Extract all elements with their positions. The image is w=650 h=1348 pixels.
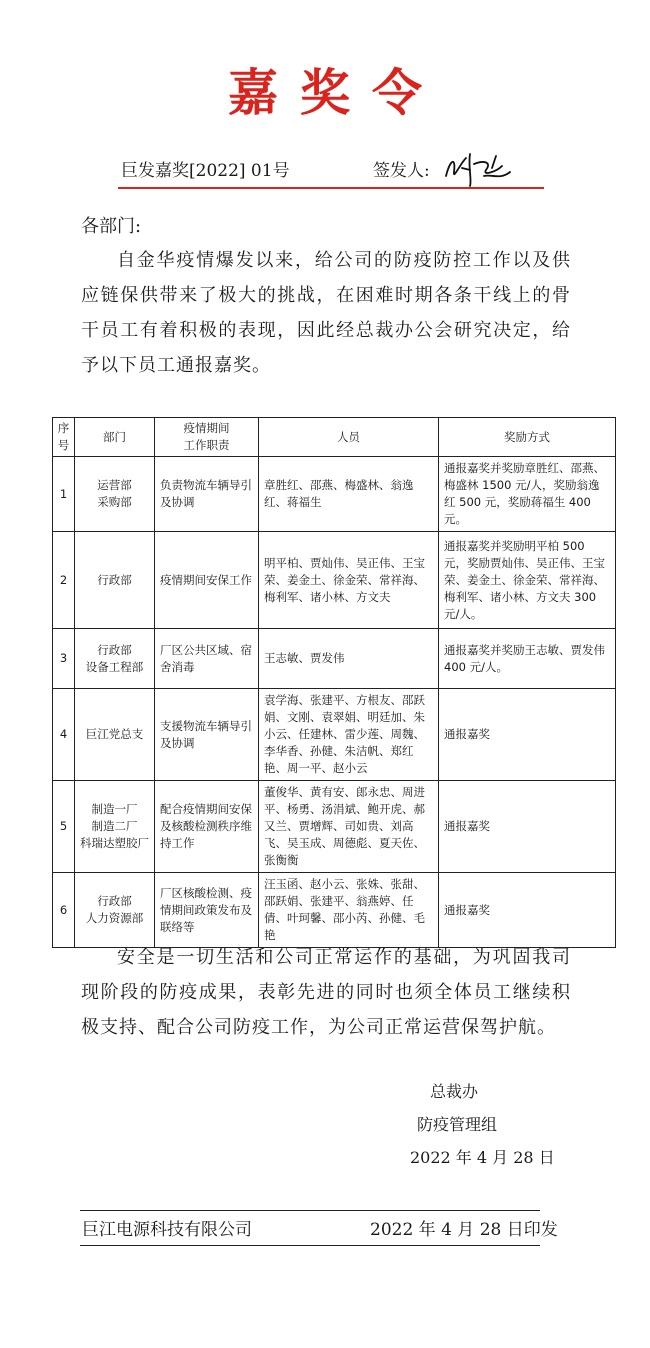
table-row [53, 457, 616, 532]
dept-line: 运营部 [97, 478, 132, 492]
row-people: 董俊华、黄有安、郎永忠、周进平、杨勇、汤涓斌、鲍开虎、郝又兰、贾增辉、司如贵、刘高飞、吴玉成、周德彪、夏天佐、张衡衡 [259, 781, 439, 873]
row-people: 章胜红、邵燕、梅盛林、翁逸红、蒋福生 [259, 457, 439, 532]
footer-rule-bottom [80, 1245, 540, 1246]
table-row [53, 689, 616, 781]
award-table [52, 417, 616, 948]
row-reward: 通报嘉奖并奖励王志敏、贾发伟 400 元/人。 [439, 629, 616, 689]
row-reward: 通报嘉奖 [439, 689, 616, 781]
dept-line: 设备工程部 [85, 659, 144, 674]
row-people: 王志敏、贾发伟 [259, 629, 439, 689]
header-duty [155, 418, 259, 457]
header-people: 人员 [259, 418, 439, 457]
row-seq: 3 [53, 629, 75, 689]
header-duty-line1: 疫情期间 [183, 421, 230, 435]
row-dept [75, 781, 155, 873]
row-seq: 1 [53, 457, 75, 532]
row-people: 明平柏、贾灿伟、吴正伟、王宝荣、姜金土、徐金荣、常祥海、梅利军、诸小林、方文夫 [259, 532, 439, 629]
row-people: 汪玉函、赵小云、张姝、张甜、邵跃娟、张建平、翁燕婷、任倩、叶珂馨、邵小芮、孙健、毛艳 [259, 873, 439, 948]
document-number: 巨发嘉奖[2022] 01号 [121, 161, 290, 181]
intro-paragraph: 自金华疫情爆发以来，给公司的防疫防控工作以及供应链保供带来了极大的挑战，在困难时期各条干线上的骨干员工有着积极的表现，因此经总裁办公会研究决定，给予以下员工通报嘉奖。 [81, 250, 571, 376]
signature-date: 2022 年 4 月 28 日 [410, 1148, 555, 1167]
table-row [53, 781, 616, 873]
row-dept [75, 457, 155, 532]
dept-line: 人力资源部 [85, 911, 144, 925]
signer-label: 签发人: [373, 161, 430, 181]
dept-line: 制造二厂 [91, 819, 138, 833]
row-dept [75, 629, 155, 689]
row-seq: 4 [53, 689, 75, 781]
row-seq: 6 [53, 873, 75, 948]
row-dept: 巨江党总支 [75, 689, 155, 781]
table-header-row [53, 418, 616, 457]
row-duty: 厂区公共区域、宿舍消毒 [155, 629, 259, 689]
row-dept [75, 873, 155, 948]
signature-group: 防疫管理组 [417, 1115, 498, 1134]
table-row [53, 629, 616, 689]
row-reward: 通报嘉奖并奖励明平柏 500 元，奖励贾灿伟、吴正伟、王宝荣、姜金土、徐金荣、常祥海、梅利军、诸小林、方文夫 300 元/人。 [439, 532, 616, 629]
dept-line: 制造一厂 [91, 802, 138, 816]
row-duty: 疫情期间安保工作 [155, 532, 259, 629]
salutation: 各部门: [81, 216, 142, 237]
row-reward: 通报嘉奖 [439, 873, 616, 948]
dept-line: 科瑞达塑胶厂 [80, 836, 149, 850]
row-reward: 通报嘉奖 [439, 781, 616, 873]
row-duty: 负责物流车辆导引及协调 [155, 457, 259, 532]
row-dept: 行政部 [75, 532, 155, 629]
row-people: 袁学海、张建平、方根友、邵跃娟、文刚、袁翠娟、明廷加、朱小云、任建林、雷少莲、周魏、李华香、孙健、朱洁帆、郑红艳、周一平、赵小云 [259, 689, 439, 781]
footer-issue-date: 2022 年 4 月 28 日印发 [370, 1220, 558, 1240]
header-reward: 奖励方式 [439, 418, 616, 457]
row-duty: 配合疫情期间安保及核酸检测秩序维持工作 [155, 781, 259, 873]
header-dept: 部门 [75, 418, 155, 457]
header-seq: 序号 [53, 418, 75, 457]
row-duty: 厂区核酸检测、疫情期间政策发布及联络等 [155, 873, 259, 948]
table-row [53, 532, 616, 629]
dept-line: 行政部 [97, 642, 132, 657]
document-title: 嘉奖令 [228, 64, 444, 122]
row-seq: 2 [53, 532, 75, 629]
dept-line: 采购部 [97, 495, 132, 509]
footer-rule-top [80, 1210, 540, 1211]
handwritten-signature [440, 146, 520, 190]
row-duty: 支援物流车辆导引及协调 [155, 689, 259, 781]
closing-paragraph: 安全是一切生活和公司正常运作的基础，为巩固我司现阶段的防疫成果，表彰先进的同时也须全体员工继续积极支持、配合公司防疫工作，为公司正常运营保驾护航。 [81, 947, 571, 1038]
table-row [53, 873, 616, 948]
row-seq: 5 [53, 781, 75, 873]
dept-line: 行政部 [97, 894, 132, 908]
header-red-rule [118, 187, 544, 189]
row-reward: 通报嘉奖并奖励章胜红、邵燕、梅盛林 1500 元/人，奖励翁逸红 500 元，奖励蒋福生 400 元。 [439, 457, 616, 532]
signature-org: 总裁办 [430, 1082, 479, 1101]
footer-company: 巨江电源科技有限公司 [82, 1220, 252, 1240]
header-duty-line2: 工作职责 [183, 438, 230, 452]
